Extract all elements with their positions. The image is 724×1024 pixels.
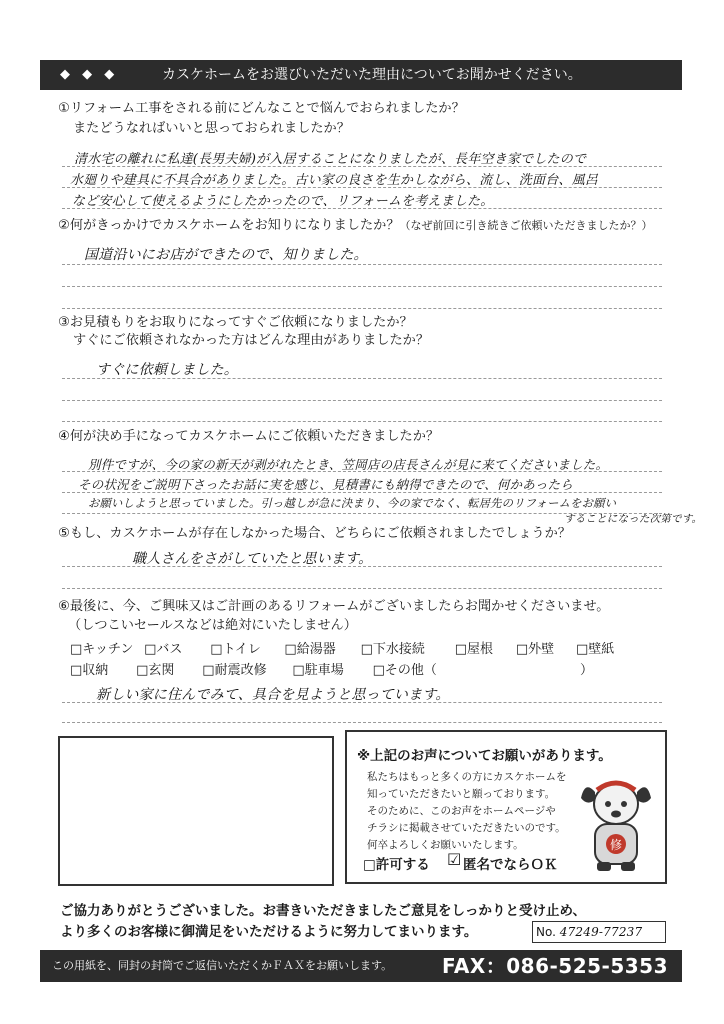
q1-answer-line: 水廻りや建具に不具合がありました。古い家の良さを生かしながら、流し、洗面台、風呂 (70, 173, 599, 188)
anonymous-checkbox[interactable]: ☑ (447, 850, 462, 869)
q6-options-row (70, 638, 624, 657)
diamond-icons: ◆ ◆ ◆ (60, 67, 119, 82)
serial-number-box (532, 921, 666, 943)
other-close-paren: ） (580, 663, 594, 678)
permit-option[interactable]: □許可する (363, 857, 430, 873)
option-checkbox[interactable]: □駐車場 (292, 663, 344, 678)
option-checkbox[interactable]: □バス (144, 642, 183, 657)
answer-rule (62, 513, 662, 514)
option-checkbox[interactable]: □キッチン (70, 642, 134, 657)
mascot-dog-icon (573, 774, 659, 874)
anonymous-option[interactable]: 匿名でならＯＫ (463, 857, 558, 873)
option-checkbox[interactable]: □外壁 (515, 642, 555, 657)
answer-rule (62, 421, 662, 422)
q4-answer-line: することになった次第です。 (564, 513, 703, 525)
q4-question: ④何が決め手になってカスケホームにご依頼いただきましたか？ (58, 429, 440, 444)
thanks-line-2: より多くのお客様に御満足をいただけるように努力してまいります。 (60, 924, 478, 940)
serial-label: No. (536, 925, 556, 939)
q4-answer-line: その状況をご説明下さったお話に実を感じ、見積書にも納得できたので、何かあったら (78, 477, 573, 492)
consent-body-line: 知っていただきたいと願っております。 (367, 788, 556, 800)
q1-question: ①リフォーム工事をされる前にどんなことで悩んでおられましたか？ (58, 101, 465, 116)
q6-options-row (70, 659, 453, 678)
consent-body-line: チラシに掲載させていただきたいのです。 (367, 822, 566, 834)
q2-question-text: ②何がきっかけでカスケホームをお知りになりましたか？ (58, 218, 400, 233)
footer-bar (40, 950, 682, 982)
consent-title: ※上記のお声についてお願いがあります。 (357, 748, 612, 764)
thanks-line-1: ご協力ありがとうございました。お書きいただきましたご意見をしっかりと受け止め、 (60, 903, 586, 919)
q2-question (58, 217, 653, 235)
answer-rule (62, 187, 662, 188)
answer-rule (62, 166, 662, 167)
q3-question: ③お見積もりをお取りになってすぐご依頼になりましたか？ (58, 315, 413, 330)
q3-question-sub: すぐにご依頼されなかった方はどんな理由がありましたか？ (73, 333, 430, 348)
fax-number: FAX：086-525-5353 (441, 954, 668, 978)
q1-answer-line: 清水宅の離れに私達(長男夫婦)が入居することになりましたが、長年空き家でしたので (74, 152, 587, 167)
consent-body-line: 何卒よろしくお願いいたします。 (367, 839, 524, 851)
q6-answer: 新しい家に住んでみて、具合を見ようと思っています。 (96, 687, 450, 703)
q4-answer-line: 別件ですが、今の家の新天が剥がれたとき、笠岡店の店長さんが見に来てくださいました。 (88, 457, 609, 472)
photo-box (58, 736, 334, 886)
answer-rule (62, 588, 662, 589)
option-checkbox[interactable]: □玄関 (136, 663, 175, 678)
answer-rule (62, 566, 662, 567)
q6-question: ⑥最後に、今、ご興味又はご計画のあるリフォームがございましたらお聞かせくださいませ。 (58, 599, 610, 614)
q1-question-sub: またどうなればいいと思っておられましたか？ (73, 121, 350, 136)
option-checkbox[interactable]: □下水接続 (360, 642, 425, 657)
answer-rule (62, 400, 662, 401)
consent-body-line: そのために、このお声をホームページや (367, 805, 556, 817)
option-checkbox[interactable]: □耐震改修 (202, 663, 267, 678)
serial-value: 47249-77237 (559, 925, 643, 939)
answer-rule (62, 308, 662, 309)
answer-rule (62, 286, 662, 287)
answer-rule (62, 264, 662, 265)
q6-question-sub: （しつこいセールスなどは絶対にいたしません） (68, 618, 357, 633)
q5-answer: 職人さんをさがしていたと思います。 (132, 551, 373, 567)
q1-answer-line: など安心して使えるようにしたかったので、リフォームを考えました。 (72, 194, 494, 209)
answer-rule (62, 702, 662, 703)
answer-rule (62, 492, 662, 493)
option-checkbox[interactable]: □トイレ (210, 642, 261, 657)
header-bar (40, 60, 682, 90)
header-title: カスケホームをお選びいただいた理由についてお聞かせください。 (162, 67, 582, 83)
answer-rule (62, 722, 662, 723)
answer-rule (62, 471, 662, 472)
option-checkbox[interactable]: □給湯器 (284, 642, 336, 657)
q2-answer: 国道沿いにお店ができたので、知りました。 (84, 247, 368, 263)
answer-rule (62, 378, 662, 379)
q2-question-note: （なぜ前回に引き続きご依頼いただきましたか？） (399, 219, 653, 232)
consent-body (367, 769, 567, 854)
q5-question: ⑤もし、カスケホームが存在しなかった場合、どちらにご依頼されましたでしょうか？ (58, 526, 571, 541)
q4-answer-line: お願いしようと思っていました。引っ越しが急に決まり、今の家でなく、転居先のリフォームをお願い (88, 497, 617, 510)
q3-answer: すぐに依頼しました。 (96, 362, 238, 378)
consent-body-line: 私たちはもっと多くの方にカスケホームを (367, 771, 567, 783)
consent-box (345, 730, 667, 884)
option-checkbox[interactable]: □その他（ (372, 663, 437, 678)
mascot-badge-text: 修 (609, 838, 623, 852)
option-checkbox[interactable]: □収納 (70, 663, 109, 678)
option-checkbox[interactable]: □屋根 (454, 642, 493, 657)
return-note: この用紙を、同封の封筒でご返信いただくかＦＡＸをお願いします。 (52, 959, 393, 972)
answer-rule (62, 208, 662, 209)
option-checkbox[interactable]: □壁紙 (575, 642, 615, 657)
